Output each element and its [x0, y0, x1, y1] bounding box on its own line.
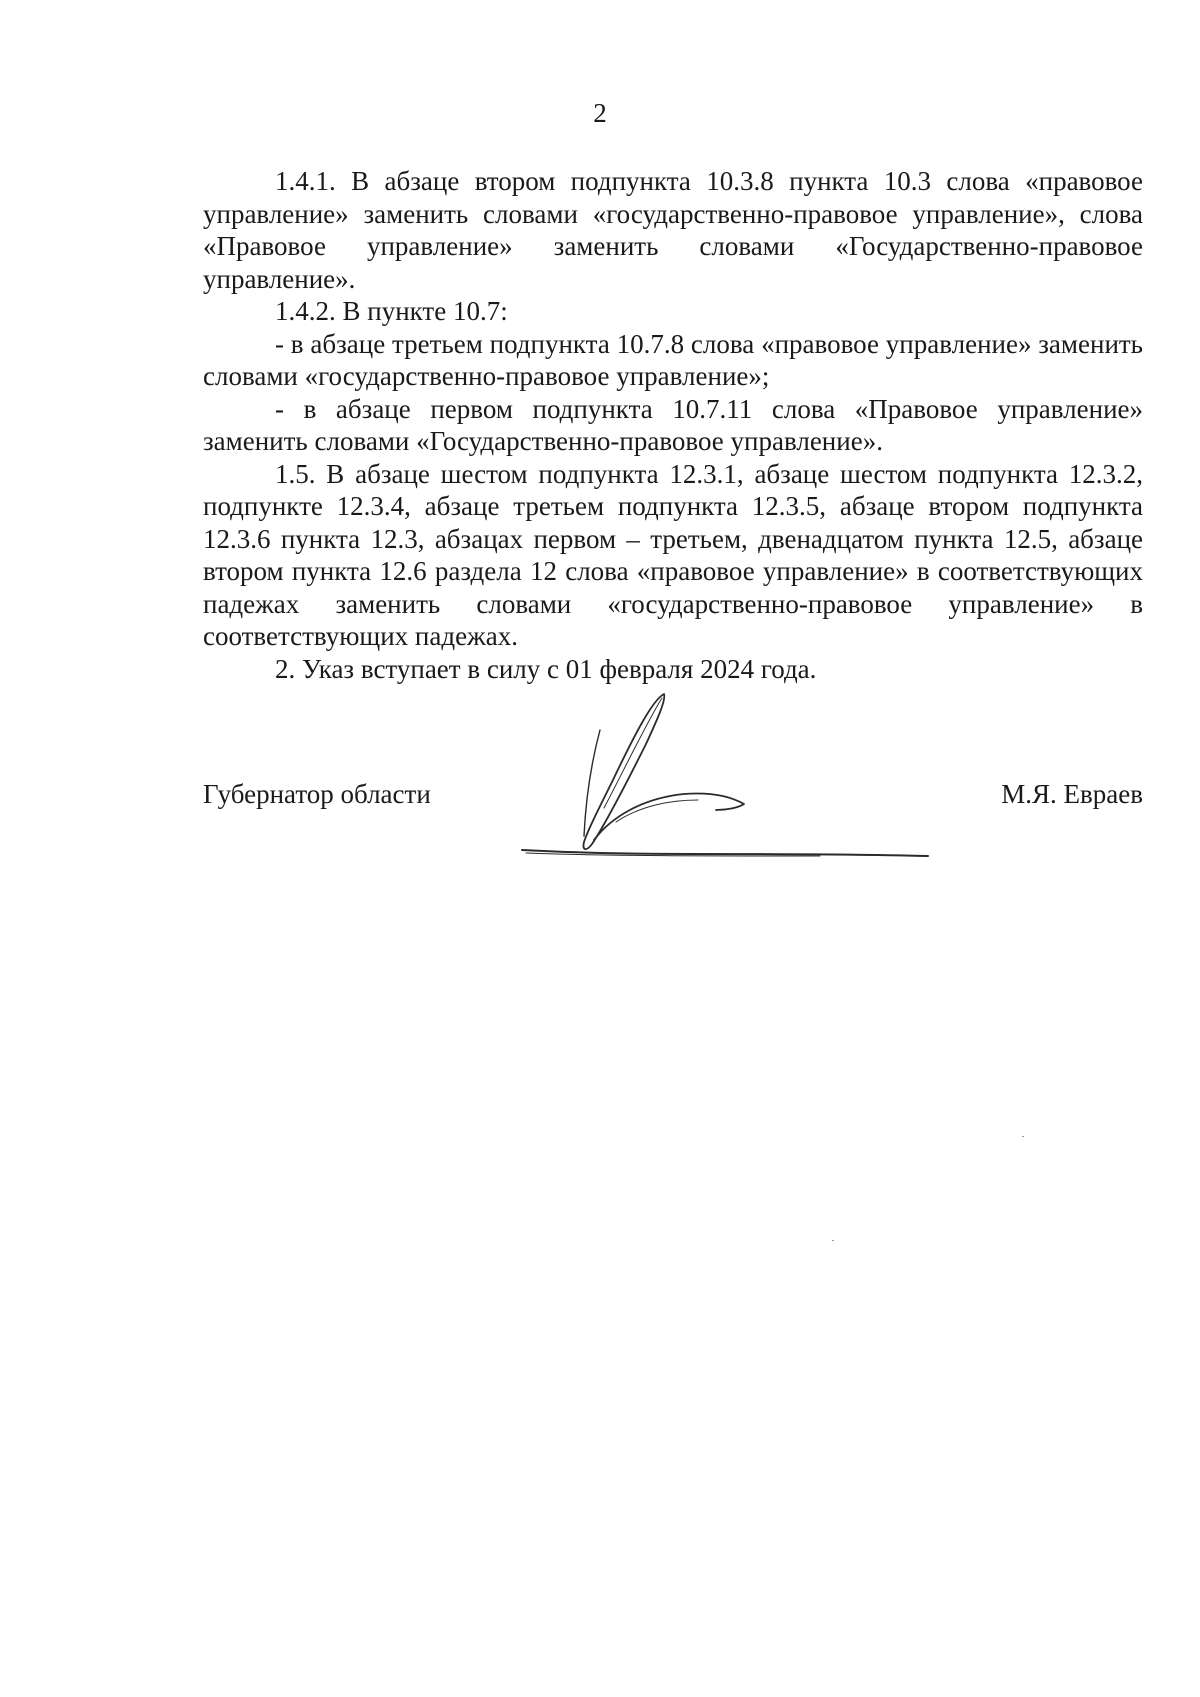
- paragraph-1-4-1: 1.4.1. В абзаце втором подпункта 10.3.8 пункта 10.3 слова «правовое управление» заменить словами «государственно-правовое управление», слова «Правовое управление» заменить словами «Государственно-правовое управление».: [203, 166, 1143, 294]
- signatory-name: М.Я. Евраев: [1001, 779, 1143, 809]
- paragraph-10-7-11: - в абзаце первом подпункта 10.7.11 слова «Правовое управление» заменить словами «Государственно-правовое управление».: [203, 393, 1143, 456]
- paragraph-1-5: 1.5. В абзаце шестом подпункта 12.3.1, абзаце шестом подпункта 12.3.2, подпункте 12.3.4, абзаце третьем подпункта 12.3.5, абзаце втором подпункта 12.3.6 пункта 12.3, абзацах первом – третьем, двенадцатом пункта 12.5, абзаце втором пункта 12.6 раздела 12 слова «правовое управление» в соответствующих падежах заменить словами «государственно-правовое управление» в соответствующих падежах.: [203, 458, 1143, 651]
- paragraph-1-4-2: 1.4.2. В пункте 10.7:: [275, 296, 508, 326]
- document-body: [203, 165, 1143, 685]
- signatory-title: Губернатор области: [203, 779, 431, 809]
- paragraph-10-7-8: - в абзаце третьем подпункта 10.7.8 слова «правовое управление» заменить словами «государственно-правовое управление»;: [203, 328, 1143, 391]
- scan-speck: [1022, 1136, 1024, 1137]
- handwritten-signature: [520, 690, 930, 865]
- page-number: 2: [593, 98, 607, 128]
- paragraph-2: 2. Указ вступает в силу с 01 февраля 2024 года.: [275, 653, 817, 684]
- scan-speck: [832, 1240, 834, 1241]
